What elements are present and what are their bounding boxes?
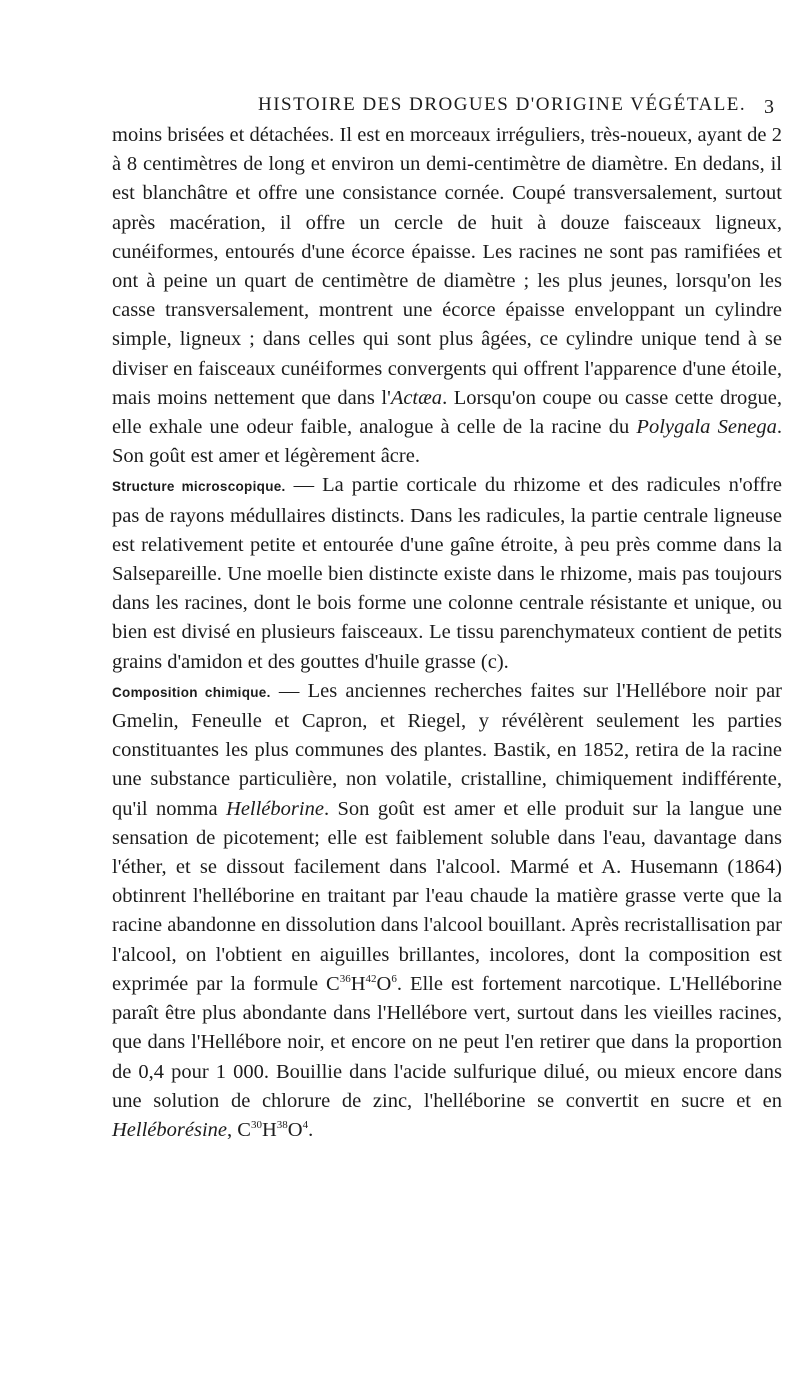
paragraph-text: . [308, 1118, 314, 1141]
body-text [112, 121, 782, 1145]
running-title: HISTOIRE DES DROGUES D'ORIGINE VÉGÉTALE. [258, 94, 747, 115]
formula-subscript: 6 [391, 973, 397, 986]
formula-subscript: 30 [250, 1119, 262, 1132]
section-heading-microscopic-structure: Structure microscopique. [112, 479, 286, 495]
running-head [100, 94, 780, 122]
formula-subscript: 36 [339, 973, 351, 986]
formula-element: O [376, 972, 392, 995]
formula-element: O [287, 1118, 303, 1141]
paragraph-text: . Lorsqu'on coupe ou casse cette drogue, elle exhale une odeur faible, analogue à celle de la racine du [112, 386, 782, 439]
paragraph-text: — Les anciennes recherches faites sur l'Hellébore noir par Gmelin, Feneulle et Capron, et Riegel, y révélèrent seulement les parties constituantes les plus communes des plantes. Bastik, en 1852, retira de la racine une substance particulière, non volatile, cristalline, chimiquement indifférente, qu'il nomma [112, 679, 782, 820]
formula-element: H [261, 1118, 277, 1141]
italic-term-actaea: Actæa [390, 386, 443, 409]
paragraph-description [112, 121, 782, 471]
page-number: 3 [764, 96, 774, 118]
italic-term-helleborine: Helléborine [226, 797, 324, 820]
formula-subscript: 38 [276, 1119, 288, 1132]
paragraph-text: — La partie corticale du rhizome et des radicules n'offre pas de rayons médullaires distincts. Dans les radicules, la partie centrale ligneuse est relativement petite et entourée d'une gaîne étroite, à peu près comme dans la Salsepareille. Une moelle bien distincte existe dans le rhizome, mais pas toujours dans les racines, dont le bois forme une colonne centrale résistante et unique, ou bien est divisé en plusieurs faisceaux. Le tissu parenchymateux contient de petits grains d'amidon et des gouttes d'huile grasse (c). [112, 474, 782, 673]
paragraph-microscopic-structure [112, 471, 782, 676]
formula-subscript: 42 [365, 973, 377, 986]
italic-term-polygala: Polygala Senega [636, 416, 777, 439]
formula-element: H [350, 972, 366, 995]
paragraph-text: . Son goût est amer et légèrement âcre. [112, 416, 782, 468]
section-heading-chemical-composition: Composition chimique. [112, 684, 271, 700]
paragraph-text: . Elle est fortement narcotique. L'Helléborine paraît être plus abondante dans l'Hellébore vert, surtout dans les vieilles racines, que dans l'Hellébore noir, et encore on ne peut l'en retirer que dans la proportion de 0,4 pour 1 000. Bouillie dans l'acide sulfurique dilué, ou mieux encore dans une solution de chlorure de zinc, l'helléborine se convertit en sucre et en [112, 972, 782, 1112]
paragraph-text: moins brisées et détachées. Il est en morceaux irréguliers, très-noueux, ayant de 2 à 8 centimètres de long et environ un demi-centimètre de diamètre. En dedans, il est blanchâtre et offre une consistance cornée. Coupé transversalement, surtout après macération, il offre un cercle de huit à douze faisceaux ligneux, cunéiformes, entourés d'une écorce épaisse. Les racines ne sont pas ramifiées et ont à peine un quart de centimètre de diamètre ; les plus jeunes, lorsqu'on les casse transversalement, montrent une écorce épaisse enveloppant un cylindre simple, ligneux ; dans celles qui sont plus âgées, ce cylindre unique tend à se diviser en faisceaux cunéiformes convergents qui offrent l'apparence d'une étoile, mais moins nettement que dans l' [112, 124, 782, 409]
paragraph-text: . Son goût est amer et elle produit sur la langue une sensation de picotement; elle est faiblement soluble dans l'eau, davantage dans l'éther, et se dissout facilement dans l'alcool. Marmé et A. Husemann (1864) obtinrent l'helléborine en traitant par l'eau chaude la matière grasse verte que la racine abandonne en dissolution dans l'alcool bouillant. Après recristallisation par l'alcool, on l'obtient en aiguilles brillantes, incolores, dont la composition est exprimée par la formule C [112, 797, 782, 995]
italic-term-helleboresine: Helléborésine [112, 1118, 227, 1141]
paragraph-chemical-composition [112, 677, 782, 1145]
formula-subscript: 4 [302, 1119, 309, 1132]
paragraph-text: , C [227, 1118, 251, 1141]
